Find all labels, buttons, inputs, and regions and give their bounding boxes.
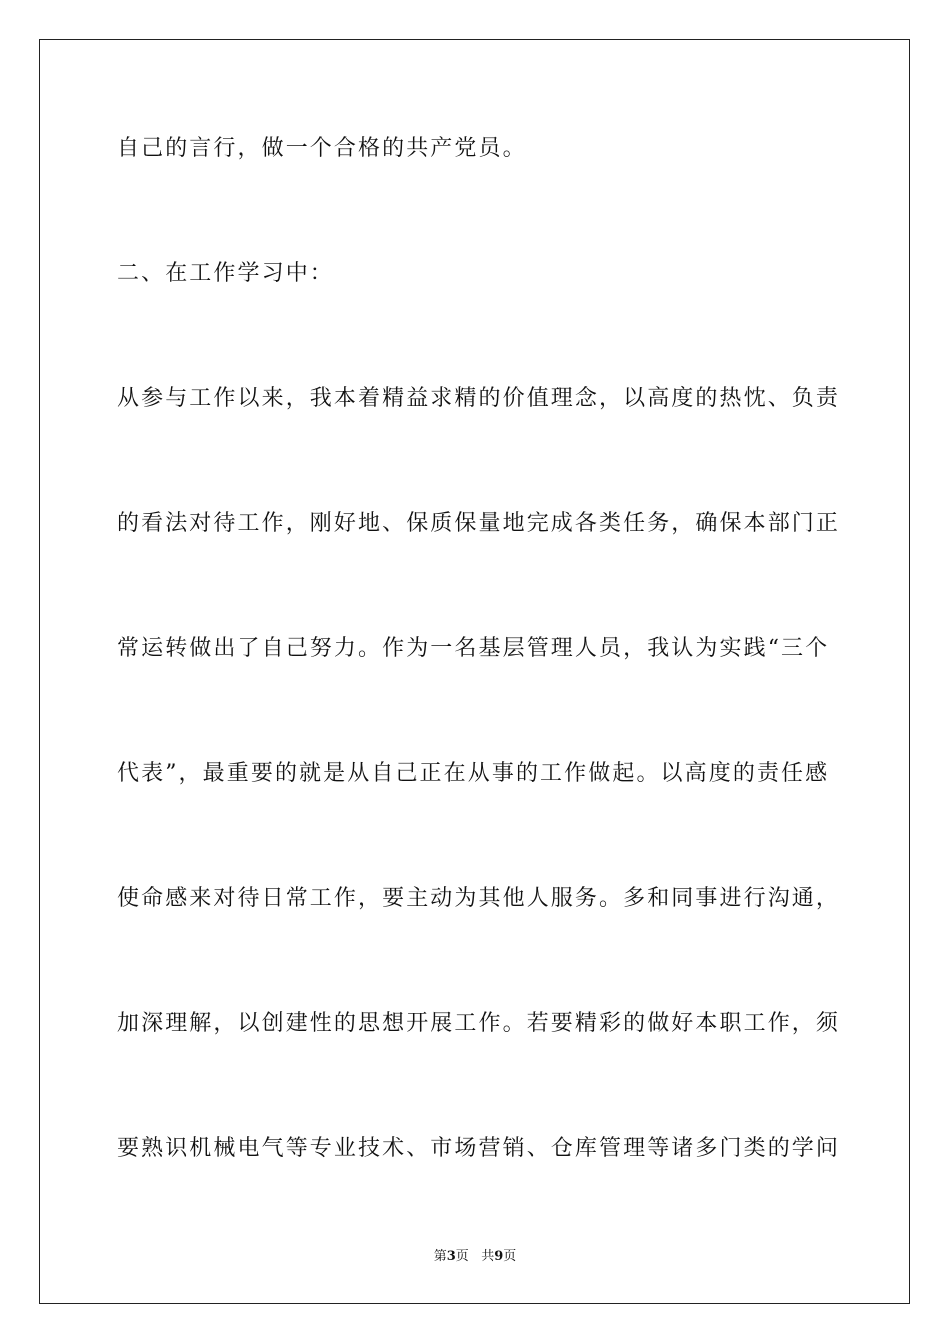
section-heading: 二、在工作学习中： [117,261,334,286]
text-line-7: 使命感来对待日常工作，要主动为其他人服务。多和同事进行沟通， [117,886,841,911]
page-border [39,39,910,1304]
page-footer [0,1248,950,1266]
page-number: 3 [446,1249,456,1264]
total-suffix: 页 [503,1249,517,1264]
total-prefix: 共 [481,1249,495,1264]
text-line-1: 自己的言行，做一个合格的共产党员。 [117,136,527,161]
text-line-8: 加深理解，以创建性的思想开展工作。若要精彩的做好本职工作，须 [117,1011,841,1036]
total-pages: 9 [494,1249,504,1264]
text-line-6: 代表”，最重要的就是从自己正在从事的工作做起。以高度的责任感 [117,761,830,786]
page-prefix: 第 [433,1249,447,1264]
text-line-3: 从参与工作以来，我本着精益求精的价值理念，以高度的热忱、负责 [117,386,841,411]
text-line-5: 常运转做出了自己努力。作为一名基层管理人员，我认为实践“三个 [117,636,830,661]
text-line-4: 的看法对待工作，刚好地、保质保量地完成各类任务，确保本部门正 [117,511,841,536]
page-suffix: 页 [455,1249,469,1264]
text-line-9: 要熟识机械电气等专业技术、市场营销、仓库管理等诸多门类的学问 [117,1136,841,1161]
